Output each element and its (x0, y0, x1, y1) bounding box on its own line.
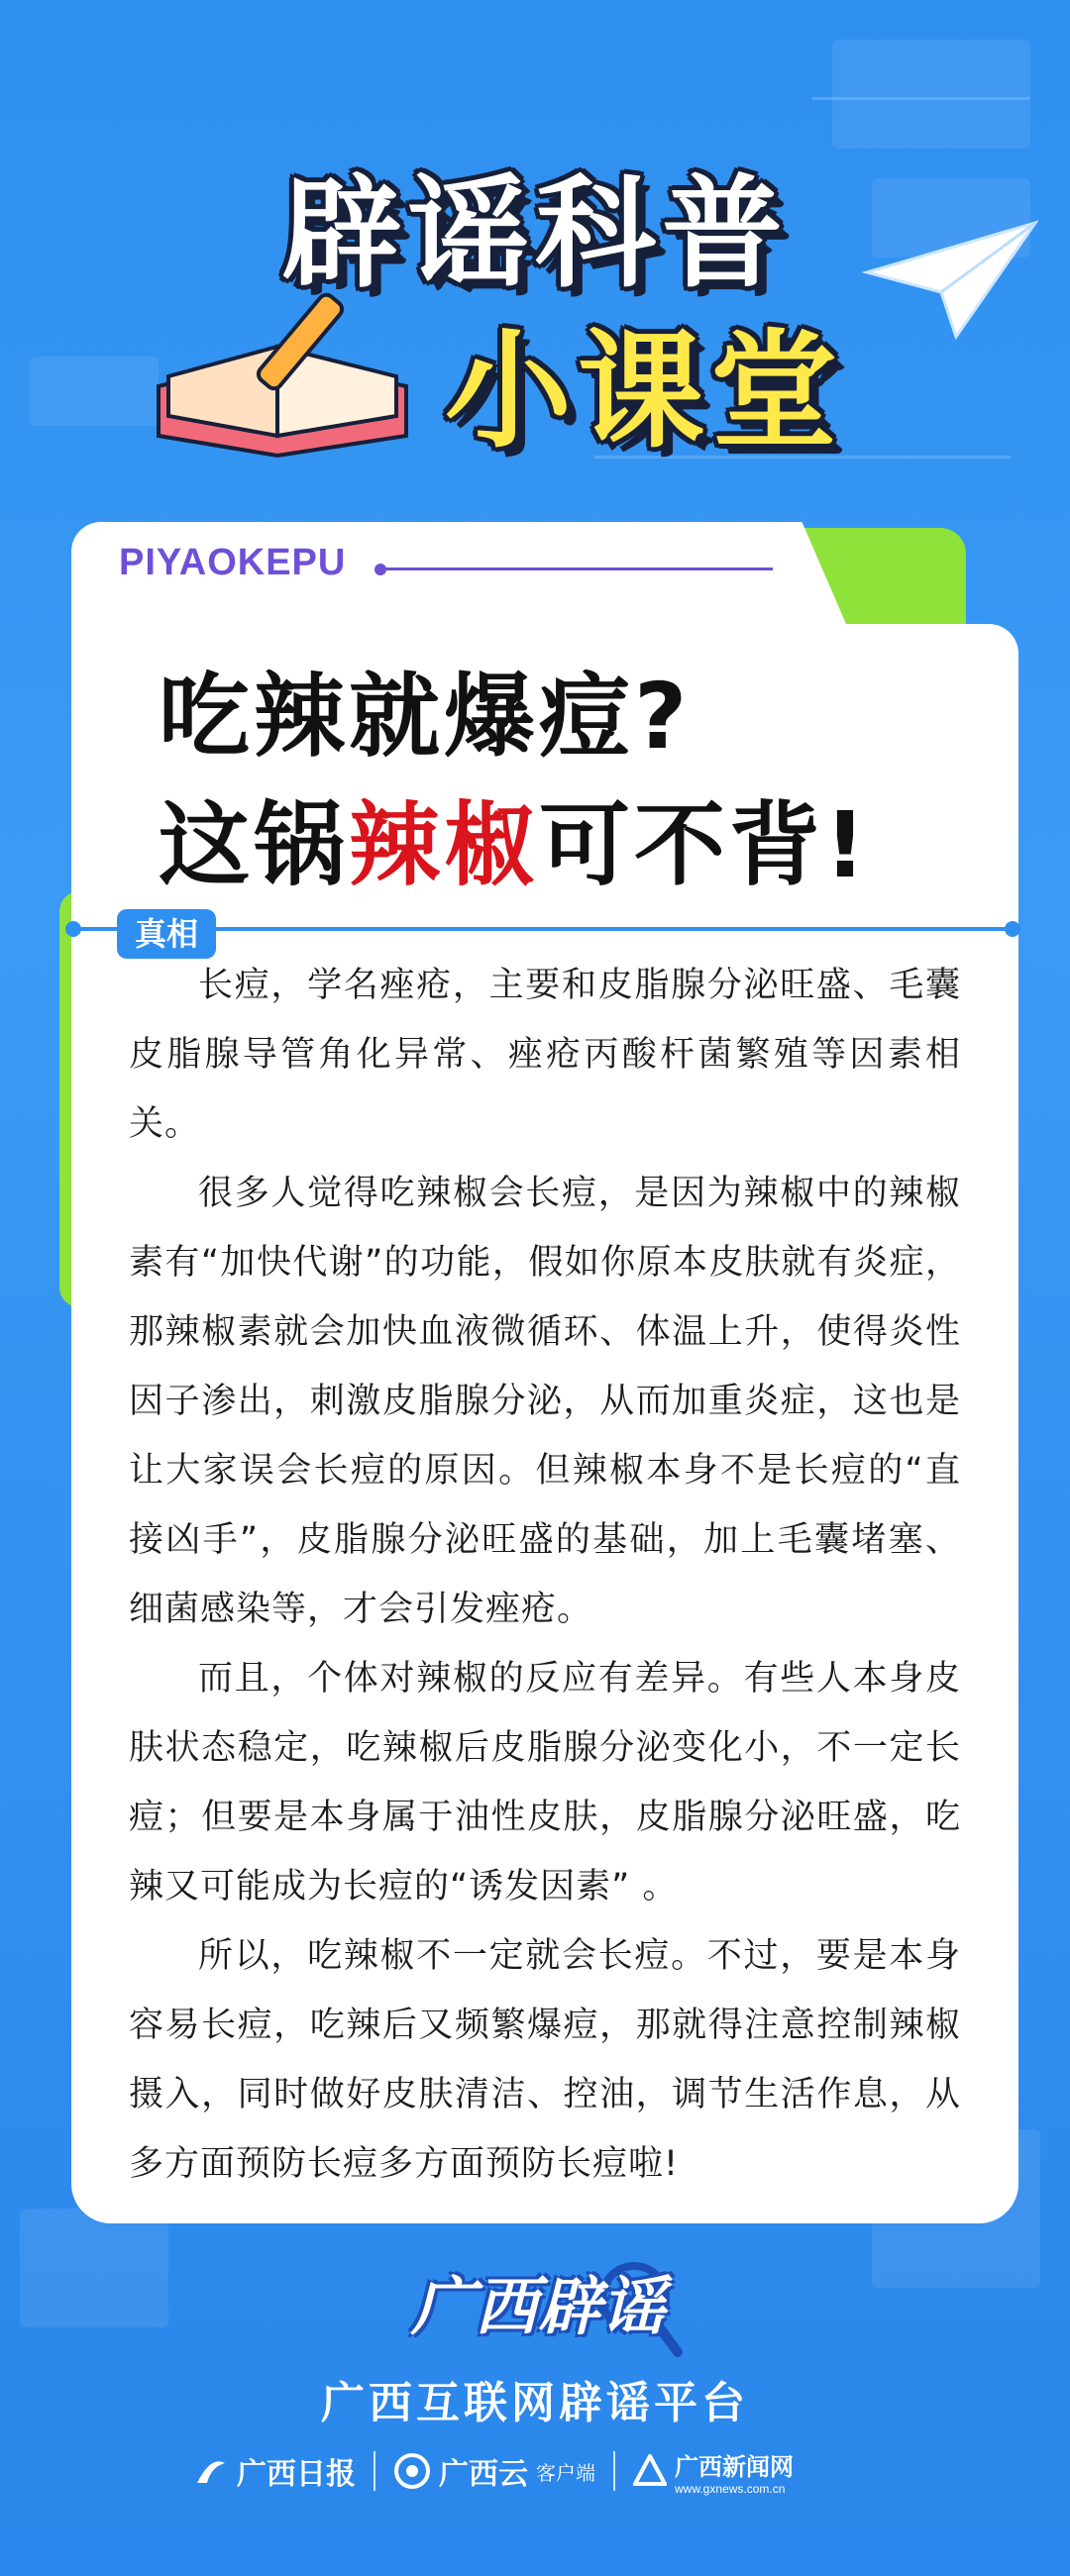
header-subtitle: 小课堂 (444, 318, 843, 465)
paragraph: 所以，吃辣椒不一定就会长痘。不过，要是本身容易长痘，吃辣后又频繁爆痘，那就得注意控制辣椒摄入，同时做好皮肤清洁、控油，调节生活作息，从多方面预防长痘多方面预防长痘啦! (129, 1936, 961, 2184)
paragraph: 很多人觉得吃辣椒会长痘，是因为辣椒中的辣椒素有“加快代谢”的功能，假如你原本皮肤就有炎症，那辣椒素就会加快血液微循环、体温上升，使得炎性因子渗出，刺激皮脂腺分泌，从而加重炎症，这也是让大家误会长痘的原因。但辣椒本身不是长痘的“直接凶手”，皮脂腺分泌旺盛的基础，加上毛囊堵塞、细菌感染等，才会引发痤疮。 (129, 1174, 961, 1629)
divider-dot (1005, 921, 1020, 937)
partner-name: 广西云 (439, 2457, 528, 2492)
partner-gxnews (633, 2447, 794, 2496)
headline-text: 可不背! (539, 792, 870, 898)
headline-line2 (159, 773, 870, 903)
card-label-line (381, 567, 773, 570)
partner-url: www.gxnews.com.cn (675, 2481, 786, 2496)
separator (374, 2451, 375, 2491)
headline-line1 (159, 644, 691, 774)
card-label: PIYAOKEPU (119, 542, 347, 583)
partner-logos (193, 2446, 887, 2496)
headline-highlight: 辣椒 (349, 792, 540, 898)
headline-text: 这锅 (159, 792, 350, 898)
card-label-dot (374, 564, 386, 575)
bg-block (20, 2209, 168, 2327)
brand-logo: 广西辟谣 (411, 2271, 665, 2344)
cloud-icon (393, 2452, 431, 2490)
article-body (129, 951, 961, 2199)
bg-block (832, 40, 1030, 149)
paragraph: 长痘，学名痤疮，主要和皮脂腺分泌旺盛、毛囊皮脂腺导管角化异常、痤疮丙酸杆菌繁殖等因素相关。 (129, 966, 961, 1144)
headline-text: 吃辣就爆痘? (159, 664, 692, 770)
platform-name: 广西互联网辟谣平台 (321, 2378, 749, 2428)
swirl-icon (193, 2453, 229, 2489)
paragraph: 而且，个体对辣椒的反应有差异。有些人本身皮肤状态稳定，吃辣椒后皮脂腺分泌变化小，不一定长痘；但要是本身属于油性皮肤，皮脂腺分泌旺盛，吃辣又可能成为长痘的“诱发因素” 。 (129, 1659, 961, 1906)
header-title: 辟谣科普 (281, 163, 789, 304)
partner-name: 广西日报 (237, 2457, 356, 2492)
partner-sub: 客户端 (536, 2460, 595, 2485)
truth-tag: 真相 (117, 909, 216, 959)
partner-guangxi-cloud (393, 2449, 595, 2493)
bg-line (812, 97, 1030, 100)
partner-name-block (675, 2447, 794, 2496)
separator (613, 2451, 615, 2491)
gxnews-icon (633, 2454, 667, 2488)
partner-name: 广西新闻网 (675, 2451, 794, 2481)
divider-dot (65, 921, 81, 937)
partner-guangxi-daily (193, 2449, 356, 2493)
